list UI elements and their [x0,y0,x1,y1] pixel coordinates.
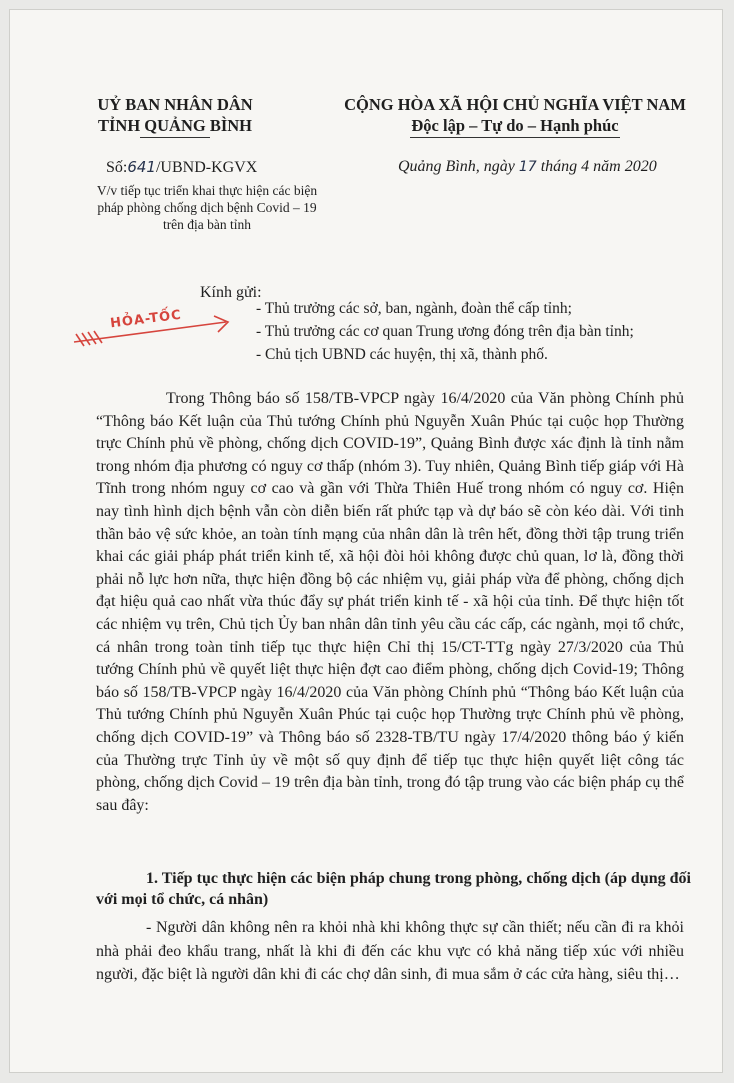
subject [72,182,342,233]
urgent-stamp [66,308,246,352]
doc-number-suffix: /UBND-KGVX [155,159,258,176]
issuing-agency [50,94,300,138]
recipient-item: - Chủ tịch UBND các huyện, thị xã, thành phố. [256,346,548,363]
bullet-item: - Người dân không nên ra khỏi nhà khi không thực sự cần thiết; nếu cần đi ra khỏi nhà phải đeo khẩu trang, nhất là khi đi đến các khu vực có khả năng tiếp xúc với nhiều người, đặc biệt là người dân khi đi các chợ dân sinh, đi mua sắm ở các cửa hàng, siêu thị… [96,919,684,983]
document-number [106,158,257,177]
issue-date [398,158,657,176]
subject-line: trên địa bàn tỉnh [162,217,252,232]
document-page [10,10,722,1072]
date-suffix: tháng 4 năm 2020 [540,158,657,175]
body-paragraph [96,388,684,817]
country-name: CỘNG HÒA XÃ HỘI CHỦ NGHĨA VIỆT NAM [344,95,686,114]
stamp-text: HỎA-TỐC [109,307,183,332]
body-paragraph-text: Trong Thông báo số 158/TB-VPCP ngày 16/4/2020 của Văn phòng Chính phủ “Thông báo Kết luận của Thủ tướng Chính phủ Nguyễn Xuân Phúc tại cuộc họp Thường trực Chính phủ về phòng, chống dịch COVID-19”, Quảng Bình được xác định là tỉnh nằm trong nhóm địa phương có nguy cơ thấp (nhóm 3). Tuy nhiên, Quảng Bình tiếp giáp với Hà Tĩnh trong nhóm nguy cơ cao và gần với Thừa Thiên Huế trong nhóm có nguy cơ. Hiện nay tình hình dịch bệnh vẫn còn diễn biến rất phức tạp và dự báo sẽ còn kéo dài. Với tinh thần bảo vệ sức khỏe, an toàn tính mạng của nhân dân là trên hết, đồng thời tập trung triển khai các giải pháp phát triển kinh tế, xã hội đòi hỏi không được chủ quan, lơ là, đồng thời phải nỗ lực hơn nữa, thực hiện đồng bộ các nhiệm vụ, giải pháp vừa để phòng, chống dịch đạt hiệu quả cao nhất vừa thúc đẩy sự phát triển kinh tế - xã hội của tỉnh. Để thực hiện tốt các nhiệm vụ trên, Chủ tịch Ủy ban nhân dân tỉnh yêu cầu các cấp, các ngành, mọi tổ chức, cá nhân trong toàn tỉnh tiếp tục thực hiện Chỉ thị 15/CT-TTg ngày 27/3/2020 của Thủ tướng Chính phủ về quyết liệt thực hiện đợt cao điểm phòng, chống dịch Covid-19; Thông báo số 158/TB-VPCP ngày 16/4/2020 của Văn phòng Chính phủ “Thông báo Kết luận của Thủ tướng Chính phủ Nguyễn Xuân Phúc tại cuộc họp Thường trực Chính phủ về phòng, chống dịch COVID-19” và Thông báo số 2328-TB/TU ngày 17/4/2020 thông báo ý kiến của Thường trực Tỉnh ủy về một số quy định để tiếp tục thực hiện quyết liệt công tác phòng, chống dịch Covid – 19 trên địa bàn tỉnh, trong đó tập trung vào các biện pháp cụ thể sau đây: [96,390,684,814]
subject-line: pháp phòng chống dịch bệnh Covid – 19 [97,200,317,215]
recipient-item: - Thủ trưởng các cơ quan Trung ương đóng trên địa bàn tỉnh; [256,323,634,340]
date-prefix: Quảng Bình, ngày [398,158,515,175]
recipient-item: - Thủ trưởng các sở, ban, ngành, đoàn thể cấp tỉnh; [256,300,572,317]
motto: Độc lập – Tự do – Hạnh phúc [410,115,620,138]
doc-number-handwritten: 641 [127,158,156,176]
section-heading: 1. Tiếp tục thực hiện các biện pháp chung trong phòng, chống dịch (áp dụng đối với mọi tổ chức, cá nhân) [96,870,691,908]
kinh-gui-label: Kính gửi: [200,284,262,301]
national-motto [335,94,695,138]
agency-line-1: UỶ BAN NHÂN DÂN [97,95,253,114]
subject-line: V/v tiếp tục triển khai thực hiện các biện [96,183,318,198]
date-day-handwritten: 17 [518,159,537,175]
doc-number-prefix: Số: [106,159,128,176]
agency-line-2: TỈNH QUẢNG BÌNH [98,115,252,138]
